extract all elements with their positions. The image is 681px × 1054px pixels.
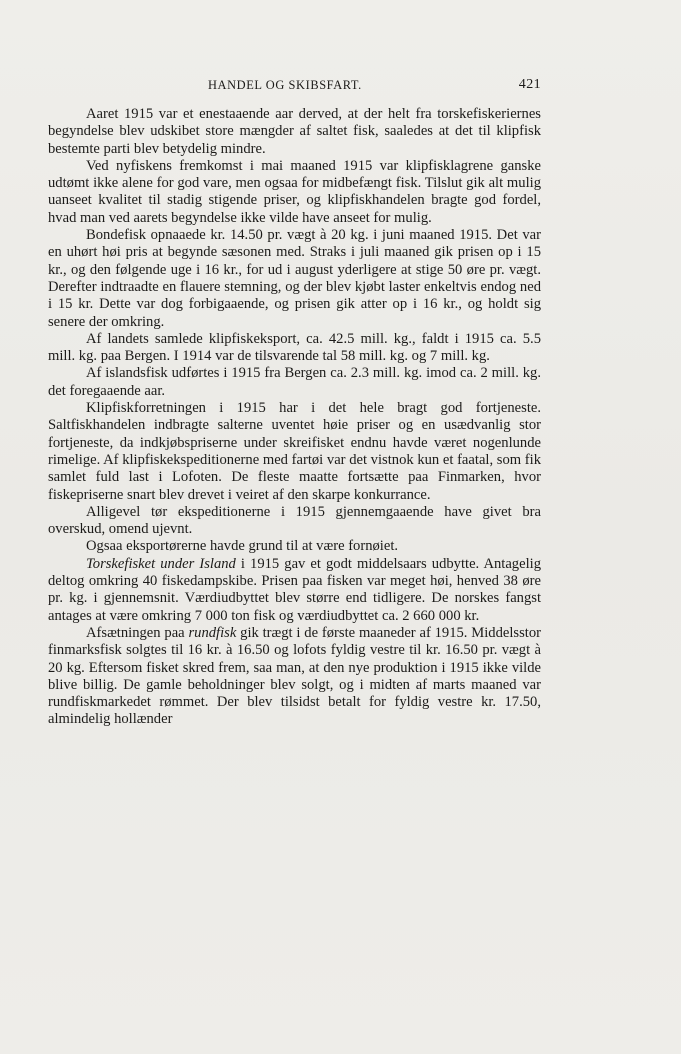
paragraph-1 [48, 106, 541, 158]
page-number: 421 [518, 77, 541, 92]
italic-phrase: Torskefisket under Island [86, 555, 236, 572]
paragraph-text: Bondefisk opnaaede kr. 14.50 pr. vægt à 20 kg. i juni maaned 1915. Det var en uhørt høi pris at begynde sæsonen med. Straks i juli maaned gik prisen op i 15 kr., og den følgende uge i 16 kr., for ud i august yderligere at stige 50 øre pr. vægt. Derefter indtraadte en flauere stemning, og der blev kjøbt laster enkeltvis endog ned i 15 kr. Dette var dog forbigaaende, og prisen gik atter op i 16 kr., og holdt sig senere der omkring. [48, 227, 541, 330]
paragraph-8 [48, 538, 541, 555]
paragraph-text: Ved nyfiskens fremkomst i mai maaned 1915 var klipfisklagrene ganske udtømt ikke alene for god vare, men ogsaa for midbefængt fisk. Tilslut gik alt mulig uanseet kvalitet til stadig stigende priser, og klipfiskhandelen bragte god fordel, hvad man ved aarets begyndelse ikke vilde have anseet for mulig. [48, 157, 541, 226]
paragraph-text: Af islandsfisk udførtes i 1915 fra Bergen ca. 2.3 mill. kg. imod ca. 2 mill. kg. det foregaaende aar. [48, 365, 541, 399]
paragraph-text: Ogsaa eksportørerne havde grund til at være fornøiet. [86, 538, 399, 555]
paragraph-text: Aaret 1915 var et enestaaende aar derved, at der helt fra torskefiskeriernes begyndelse blev udskibet store mængder af saltet fisk, saaledes at det til klipfisk bestemte parti blev betydelig mindre. [48, 106, 541, 157]
body-text [48, 106, 541, 729]
paragraph-2 [48, 158, 541, 227]
paragraph-9 [48, 556, 541, 625]
italic-phrase: rundfisk [188, 624, 237, 641]
paragraph-text: Af landets samlede klipfiskeksport, ca. 42.5 mill. kg., faldt i 1915 ca. 5.5 mill. kg. paa Bergen. I 1914 var de tilsvarende tal 58 mill. kg. og 7 mill. kg. [48, 330, 541, 365]
paragraph-4 [48, 331, 541, 366]
paragraph-text: Afsætningen paa [86, 624, 189, 641]
paragraph-3 [48, 227, 541, 331]
paragraph-text: gik trægt i de første maaneder af 1915. Middelsstor finmarksfisk solgtes til 16 kr. à 16.50 og lofots fyldig vestre til kr. 16.50 pr. vægt à 20 kg. Eftersom fisket skred frem, saa man, at den nye produktion i 1915 ikke vilde blive billig. De gamle beholdninger blev solgt, og i midten af marts maaned var rundfiskmarkedet rømmet. Der blev tilsidst betalt for fyldig vestre kr. 17.50, almindelig hollænder [48, 624, 542, 728]
paragraph-text: i 1915 gav et godt middelsaars udbytte. Antagelig deltog omkring 40 fiskedampskibe. Prisen paa fisken var meget høi, henved 38 øre pr. kg. i gjennemsnit. Værdiudbyttet blev større end tidligere. De norskes fangst antages at være omkring 7 000 ton fisk og værdiudbyttet ca. 2 660 000 kr. [48, 555, 541, 624]
paragraph-text: Klipfiskforretningen i 1915 har i det hele bragt god fortjeneste. Saltfiskhandelen indbragte salterne uventet høie priser og en usædvanlig stor fortjeneste, da indkjøbspriserne under skreifisket endnu havde været nogenlunde rimelige. Af klipfiskekspeditionerne med fartøi var det vistnok kun et faatal, som fik samlet fuld last i Lofoten. De fleste maatte fortsætte paa Finmarken, hvor fiskepriserne snart blev drevet i veiret af den skarpe konkurrance. [48, 400, 541, 503]
paragraph-text: Alligevel tør ekspeditionerne i 1915 gjennemgaaende have givet bra overskud, omend ujevnt. [48, 503, 541, 538]
running-title: HANDEL OG SKIBSFART. [208, 78, 362, 92]
paragraph-7 [48, 504, 541, 539]
paragraph-5 [48, 365, 541, 400]
page-header [48, 78, 541, 96]
paragraph-6 [48, 400, 541, 504]
paragraph-10 [48, 625, 541, 729]
